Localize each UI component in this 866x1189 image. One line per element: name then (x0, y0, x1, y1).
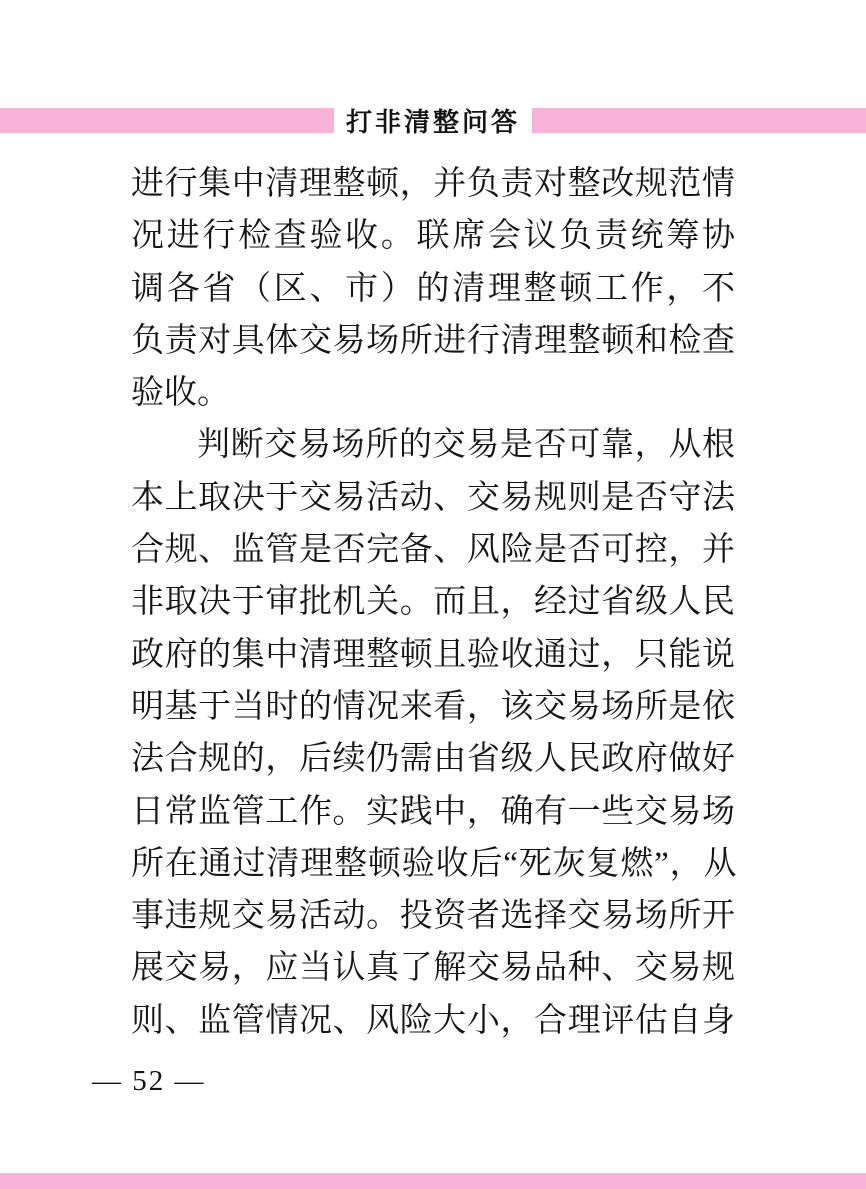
header-title-label (334, 96, 532, 144)
text-line: 调各省（区、市）的清理整顿工作，不 (131, 270, 735, 307)
text-line: 本上取决于交易活动、交易规则是否守法 (131, 479, 735, 516)
text-line: 明基于当时的情况来看，该交易场所是依 (131, 688, 735, 725)
text-line: 则、监管情况、风险大小，合理评估自身 (131, 1002, 735, 1039)
text-block (131, 158, 735, 1047)
text-line: 法合规的，后续仍需由省级人民政府做好 (131, 741, 735, 778)
page-header-title: 打非清整问答 (345, 106, 521, 137)
text-line: 进行集中清理整顿，并负责对整改规范情 (131, 166, 735, 202)
text-line: 事违规交易活动。投资者选择交易场所开 (131, 898, 735, 935)
text-line: 合规、监管是否完备、风险是否可控，并 (131, 532, 735, 569)
text-line: 况进行检查验收。联席会议负责统筹协 (131, 218, 735, 255)
text-line: 验收。 (131, 375, 230, 412)
page-number: — 52 — (92, 1065, 206, 1097)
text-line: 负责对具体交易场所进行清理整顿和检查 (131, 322, 735, 359)
text-line: 展交易，应当认真了解交易品种、交易规 (131, 950, 735, 987)
text-line: 判断交易场所的交易是否可靠，从根 (197, 427, 735, 464)
text-line: 所在通过清理整顿验收后“死灰复燃”，从 (131, 845, 735, 882)
text-line: 非取决于审批机关。而且，经过省级人民 (131, 584, 735, 621)
text-line: 政府的集中清理整顿且验收通过，只能说 (131, 636, 735, 673)
text-line: 日常监管工作。实践中，确有一些交易场 (131, 793, 735, 830)
footer-pink-band (0, 1173, 866, 1189)
